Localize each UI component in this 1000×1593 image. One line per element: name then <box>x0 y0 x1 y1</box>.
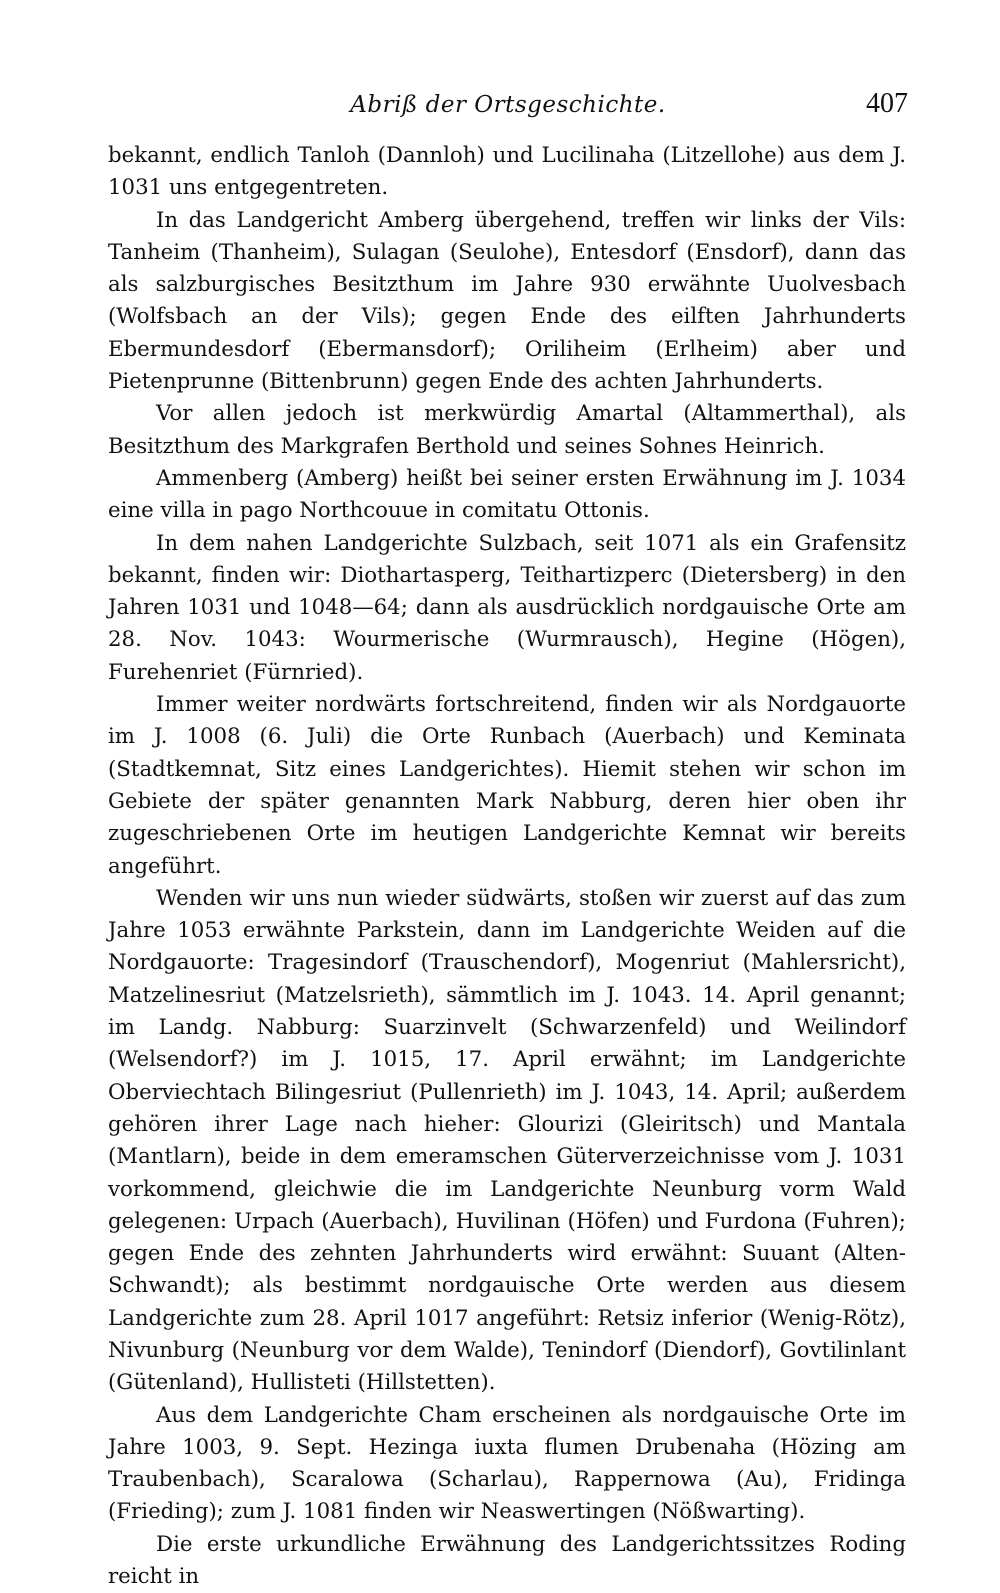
paragraph-5: In dem nahen Landgerichte Sulzbach, seit 1071 als ein Grafensitz bekannt, finden wir: Diothartasperg, Teithartizperc (Dietersberg) in den Jahren 1031 und 1048—64; dann als ausdrücklich nordgauische Orte am 28. Nov. 1043: Wourmerische (Wurmrausch), Hegine (Högen), Furehenriet (Fürnried). <box>108 530 906 685</box>
paragraph-2: In das Landgericht Amberg übergehend, treffen wir links der Vils: Tanheim (Thanheim), Sulagan (Seulohe), Entesdorf (Ensdorf), dann das als salzburgisches Besitzthum im Jahre 930 erwähnte Uuolvesbach (Wolfsbach an der Vils); gegen Ende des eilften Jahrhunderts Ebermundesdorf (Ebermansdorf); Oriliheim (Erlheim) aber und Pietenprunne (Bittenbrunn) gegen Ende des achten Jahrhunderts. <box>108 207 906 395</box>
page-number: 407 <box>866 88 908 119</box>
paragraph-6: Immer weiter nordwärts fortschreitend, finden wir als Nordgauorte im J. 1008 (6. Juli) die Orte Runbach (Auerbach) und Keminata (Stadtkemnat, Sitz eines Landgerichtes). Hiemit stehen wir schon im Gebiete der später genannten Mark Nabburg, deren hier oben ihr zugeschriebenen Orte im heutigen Landgerichte Kemnat wir bereits angeführt. <box>108 692 906 879</box>
running-head <box>108 88 908 124</box>
running-title: Abriß der Ortsgeschichte. <box>350 92 666 118</box>
paragraph-8: Aus dem Landgerichte Cham erscheinen als nordgauische Orte im Jahre 1003, 9. Sept. Hezinga iuxta flumen Drubenaha (Hözing am Traubenbach), Scaralowa (Scharlau), Rappernowa (Au), Fridinga (Frieding); zum J. 1081 finden wir Neaswertingen (Nößwarting). <box>108 1402 906 1525</box>
paragraph-3: Vor allen jedoch ist merkwürdig Amartal (Altammerthal), als Besitzthum des Markgrafen Berthold und seines Sohnes Heinrich. <box>108 401 906 459</box>
paragraph-7: Wenden wir uns nun wieder südwärts, stoßen wir zuerst auf das zum Jahre 1053 erwähnte Parkstein, dann im Landgerichte Weiden auf die Nordgauorte: Tragesindorf (Trauschendorf), Mogenriut (Mahlersricht), Matzelinesriut (Matzelsrieth), sämmtlich im J. 1043. 14. April genannt; im Landg. Nabburg: Suarzinvelt (Schwarzenfeld) und Weilindorf (Welsendorf?) im J. 1015, 17. April erwähnt; im Landgerichte Oberviechtach Bilingesriut (Pullenrieth) im J. 1043, 14. April; außerdem gehören ihrer Lage nach hieher: Glourizi (Gleiritsch) und Mantala (Mantlarn), beide in dem emeramschen Güterverzeichnisse vom J. 1031 vorkommend, gleichwie die im Landgerichte Neunburg vorm Wald gelegenen: Urpach (Auerbach), Huvilinan (Höfen) und Furdona (Fuhren); gegen Ende des zehnten Jahrhunderts wird erwähnt: Suuant (Alten-Schwandt); als bestimmt nordgauische Orte werden aus diesem Landgerichte zum 28. April 1017 angeführt: Retsiz inferior (Wenig-Rötz), Nivunburg (Neunburg vor dem Walde), Tenindorf (Diendorf), Govtilinlant (Gütenland), Hullisteti (Hillstetten). <box>108 885 906 1396</box>
paragraph-4: Ammenberg (Amberg) heißt bei seiner ersten Erwähnung im J. 1034 eine villa in pago Northcouue in comitatu Ottonis. <box>108 465 906 524</box>
body-text <box>108 140 906 1593</box>
paragraph-9: Die erste urkundliche Erwähnung des Landgerichtssitzes Roding reicht in <box>108 1531 906 1590</box>
paragraph-1: bekannt, endlich Tanloh (Dannloh) und Lucilinaha (Litzellohe) aus dem J. 1031 uns entgegentreten. <box>108 143 906 201</box>
